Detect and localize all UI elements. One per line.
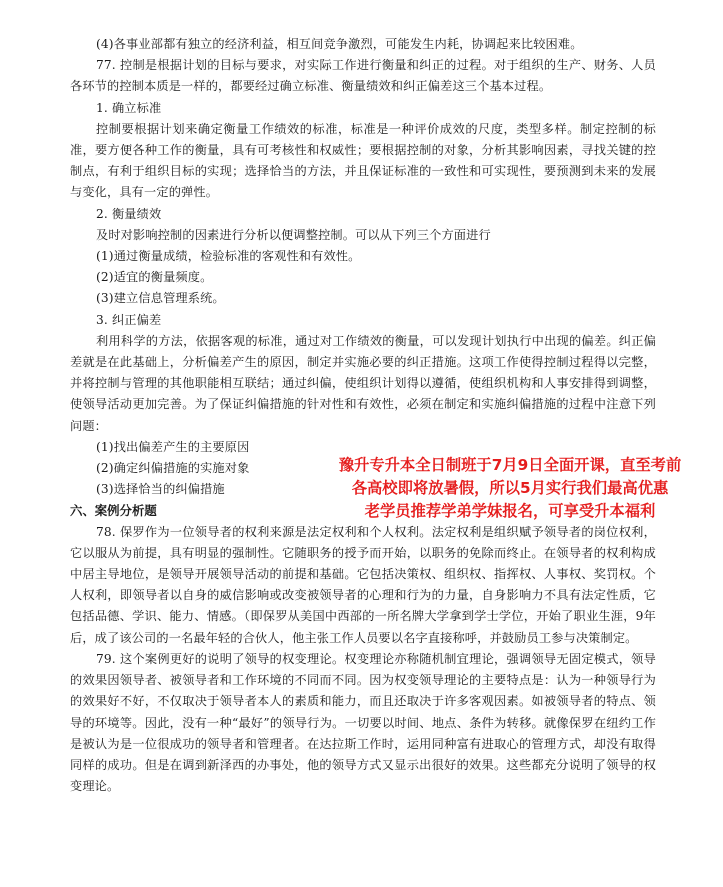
list-item: (3)建立信息管理系统。: [96, 291, 225, 306]
paragraph: 控制要根据计划来确定衡量工作绩效的标准，标准是一种评价成效的尺度，类型多样。制定控制的标准，要方便各种工作的衡量，具有可考核性和权威性；要根据控制的对象，分析其影响因素，寻找关键的控制点，有利于组织目标的实现；选择恰当的方法，并且保证标准的一致性和可实现性，要预测到未来的发展与变化，具有一定的弹性。: [70, 121, 656, 200]
list-item: (2)适宜的衡量频度。: [96, 270, 213, 285]
list-item: (3)选择恰当的纠偏措施: [96, 482, 225, 497]
section-heading: 1. 确立标准: [96, 100, 162, 115]
paragraph: 79. 这个案例更好的说明了领导的权变理论。权变理论亦称随机制宜理论，强调领导无固定模式，领导的效果因领导者、被领导者和工作环境的不同而不同。因为权变领导理论的主要特点是：认为一种领导行为的效果好不好，不仅取决于领导者本人的素质和能力，而且还取决于许多客观因素。如被领导者的特点、领导的环境等。因此，没有一种“最好”的领导行为。一切要以时间、地点、条件为转移。就像保罗在纽约工作是被认为是一位很成功的领导者和管理者。在达拉斯工作时，运用同种富有进取心的管理方式，却没有取得同样的成功。但是在调到新泽西的办事处，他的领导方式又显示出很好的效果。这些都充分说明了领导的权变理论。: [70, 651, 656, 794]
paragraph: (4)各事业部都有独立的经济利益，相互间竞争激烈，可能发生内耗，协调起来比较困难。: [96, 37, 583, 51]
paragraph: 利用科学的方法，依据客观的标准，通过对工作绩效的衡量，可以发现计划执行中出现的偏差。纠正偏差就是在此基础上，分析偏差产生的原因，制定并实施必要的纠正措施。这项工作使得控制过程得以完整，并将控制与管理的其他职能相互联结；通过纠偏，使组织计划得以遵循，使组织机构和人事安排得到调整，使领导活动更加完善。为了保证纠偏措施的针对性和有效性，必须在制定和实施纠偏措施的过程中注意下列问题：: [70, 333, 656, 433]
paragraph: 77. 控制是根据计划的目标与要求，对实际工作进行衡量和纠正的过程。对于组织的生产、财务、人员各环节的控制本质是一样的，都要经过确立标准、衡量绩效和纠正偏差这三个基本过程。: [70, 58, 656, 94]
paragraph: 及时对影响控制的因素进行分析以便调整控制。可以从下列三个方面进行: [96, 227, 491, 242]
promo-overlay: [300, 454, 720, 523]
section-title: 六、案例分析题: [70, 503, 157, 519]
document-page: [70, 34, 656, 797]
promo-line: 老学员推荐学弟学妹报名，可享受升本福利: [364, 502, 656, 520]
promo-line: 豫升专升本全日制班于7月9日全面开课，直至考前: [338, 456, 682, 474]
paragraph: 78. 保罗作为一位领导者的权利来源是法定权利和个人权利。法定权利是组织赋予领导者的岗位权利，它以服从为前提，具有明显的强制性。它随职务的授予而开始，以职务的免除而终止。在领导者的权利构成中居主导地位，是领导开展领导活动的前提和基础。它包括决策权、组织权、指挥权、人事权、奖罚权。个人权利，即领导者以自身的威信影响或改变被领导者的心理和行为的力量，自身影响力不具有法定性质，它包括品德、学识、能力、情感。（即保罗从美国中西部的一所名牌大学拿到学士学位，开始了职业生涯，9年后，成了该公司的一名最年轻的合伙人，他主张工作人员要以名字直接称呼，并鼓励员工参与决策制定。: [70, 524, 656, 645]
list-item: (1)通过衡量成绩，检验标准的客观性和有效性。: [96, 249, 361, 264]
promo-line: 各高校即将放暑假，所以5月实行我们最高优惠: [351, 479, 669, 497]
section-heading: 2. 衡量绩效: [96, 206, 162, 221]
list-item: (1)找出偏差产生的主要原因: [96, 439, 250, 454]
list-item: (2)确定纠偏措施的实施对象: [96, 461, 250, 476]
section-heading: 3. 纠正偏差: [96, 312, 162, 327]
